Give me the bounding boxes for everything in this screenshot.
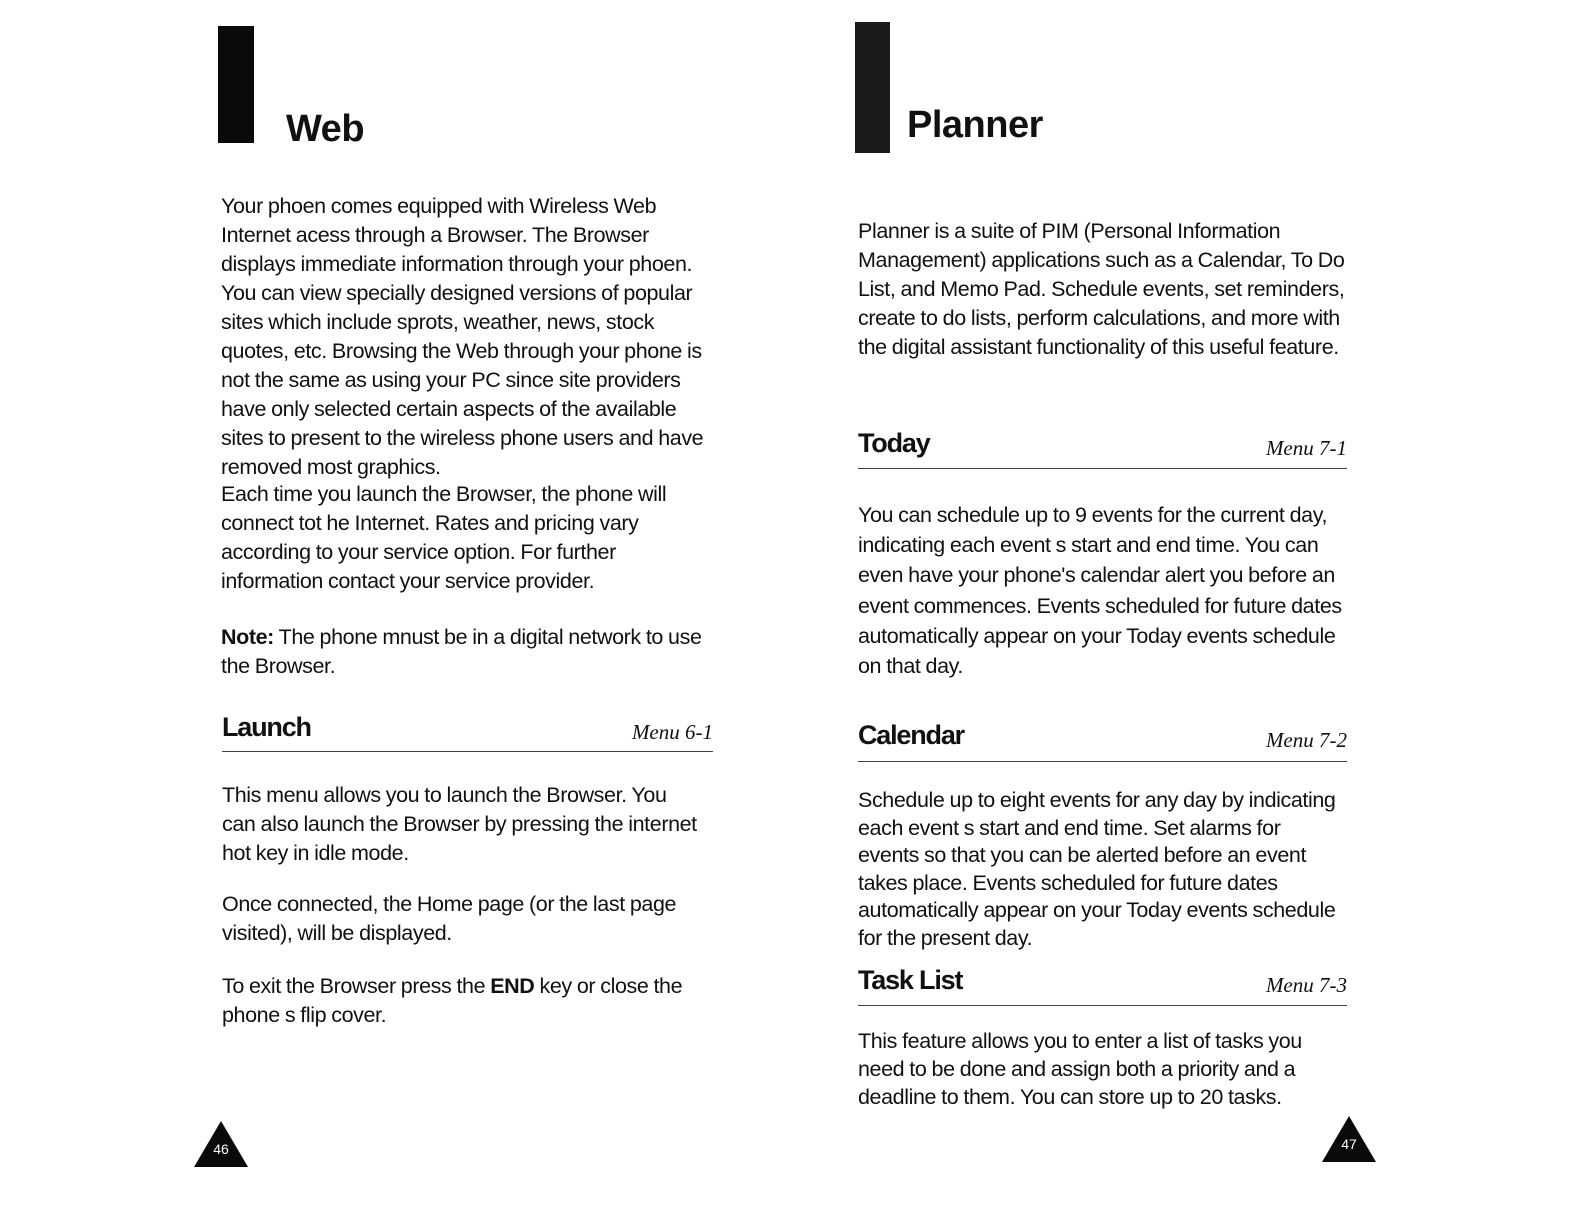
web-intro-paragraph-2: Each time you launch the Browser, the phone will connect tot he Internet. Rates and pricing vary according to your service option. For further information contact your service provider. bbox=[221, 482, 667, 593]
launch-paragraph-2: Once connected, the Home page (or the last page visited), will be displayed. bbox=[222, 892, 677, 945]
calendar-menu-number: Menu 7-2 bbox=[1265, 728, 1347, 752]
planner-intro-text bbox=[858, 217, 1358, 362]
note-text bbox=[221, 623, 711, 681]
exit-text-after: key or close the phone s flip cover. bbox=[222, 974, 683, 1027]
today-menu-number: Menu 7-1 bbox=[1265, 436, 1347, 460]
task-list-section-header bbox=[858, 965, 1347, 999]
end-key-label: END bbox=[490, 974, 535, 998]
note-body: The phone mnust be in a digital network to use the Browser. bbox=[221, 625, 702, 678]
chapter-marker-bar bbox=[218, 26, 254, 143]
task-list-menu-number: Menu 7-3 bbox=[1265, 973, 1347, 997]
launch-text-3 bbox=[222, 972, 702, 1030]
calendar-section-header bbox=[858, 720, 1347, 754]
page-number: 47 bbox=[1341, 1136, 1357, 1152]
chapter-title-planner: Planner bbox=[907, 104, 1043, 146]
calendar-paragraph: Schedule up to eight events for any day by indicating each event s start and end time. Set alarms for events so that you can be alerted before an event takes place. Events scheduled for future dates automatically appear on your Today events schedule for the present day. bbox=[858, 788, 1336, 950]
page-number-badge-47 bbox=[1322, 1116, 1376, 1162]
calendar-text bbox=[858, 787, 1343, 952]
task-list-section-title: Task List bbox=[858, 965, 963, 995]
launch-section-rule bbox=[222, 751, 713, 752]
right-page bbox=[789, 0, 1578, 1221]
calendar-section-rule bbox=[858, 761, 1347, 762]
launch-text-1 bbox=[222, 781, 702, 868]
web-connect-text bbox=[221, 480, 719, 596]
calendar-section-title: Calendar bbox=[858, 720, 964, 750]
launch-paragraph-1: This menu allows you to launch the Browser. You can also launch the Browser by pressing the internet hot key in idle mode. bbox=[222, 783, 697, 865]
launch-section-header bbox=[222, 712, 713, 746]
today-section-title: Today bbox=[858, 428, 930, 458]
launch-text-2 bbox=[222, 890, 702, 948]
page-number: 46 bbox=[213, 1141, 229, 1157]
today-paragraph: You can schedule up to 9 events for the current day, indicating each event s start and end time. You can even have your phone's calendar alert you before an event commences. Events scheduled for future dates automatically appear on your Today events schedule on that day. bbox=[858, 503, 1342, 679]
note-label: Note: bbox=[221, 625, 274, 649]
today-section-header bbox=[858, 428, 1347, 462]
task-list-text bbox=[858, 1027, 1328, 1112]
exit-text-before: To exit the Browser press the bbox=[222, 974, 491, 998]
web-intro-text bbox=[221, 192, 719, 482]
page-number-badge-46 bbox=[194, 1121, 248, 1167]
launch-section-title: Launch bbox=[222, 712, 311, 742]
planner-intro-paragraph: Planner is a suite of PIM (Personal Information Management) applications such as a Calendar, To Do List, and Memo Pad. Schedule events, set reminders, create to do lists, perform calculations, and more with the digital assistant functionality of this useful feature. bbox=[858, 219, 1345, 359]
today-section-rule bbox=[858, 468, 1347, 469]
chapter-marker-bar bbox=[855, 22, 890, 153]
today-text bbox=[858, 500, 1356, 681]
chapter-title-web: Web bbox=[286, 108, 365, 150]
launch-menu-number: Menu 6-1 bbox=[631, 720, 713, 744]
web-intro-paragraph-1: Your phoen comes equipped with Wireless Web Internet acess through a Browser. The Browser displays immediate information through your phoen. You can view specially designed versions of popular sites which include sprots, weather, news, stock quotes, etc. Browsing the Web through your phone is not the same as using your PC since site providers have only selected certain aspects of the available sites to present to the wireless phone users and have removed most graphics. bbox=[221, 194, 704, 479]
task-list-section-rule bbox=[858, 1005, 1347, 1006]
task-list-paragraph: This feature allows you to enter a list of tasks you need to be done and assign both a priority and a deadline to them. You can store up to 20 tasks. bbox=[858, 1029, 1302, 1110]
